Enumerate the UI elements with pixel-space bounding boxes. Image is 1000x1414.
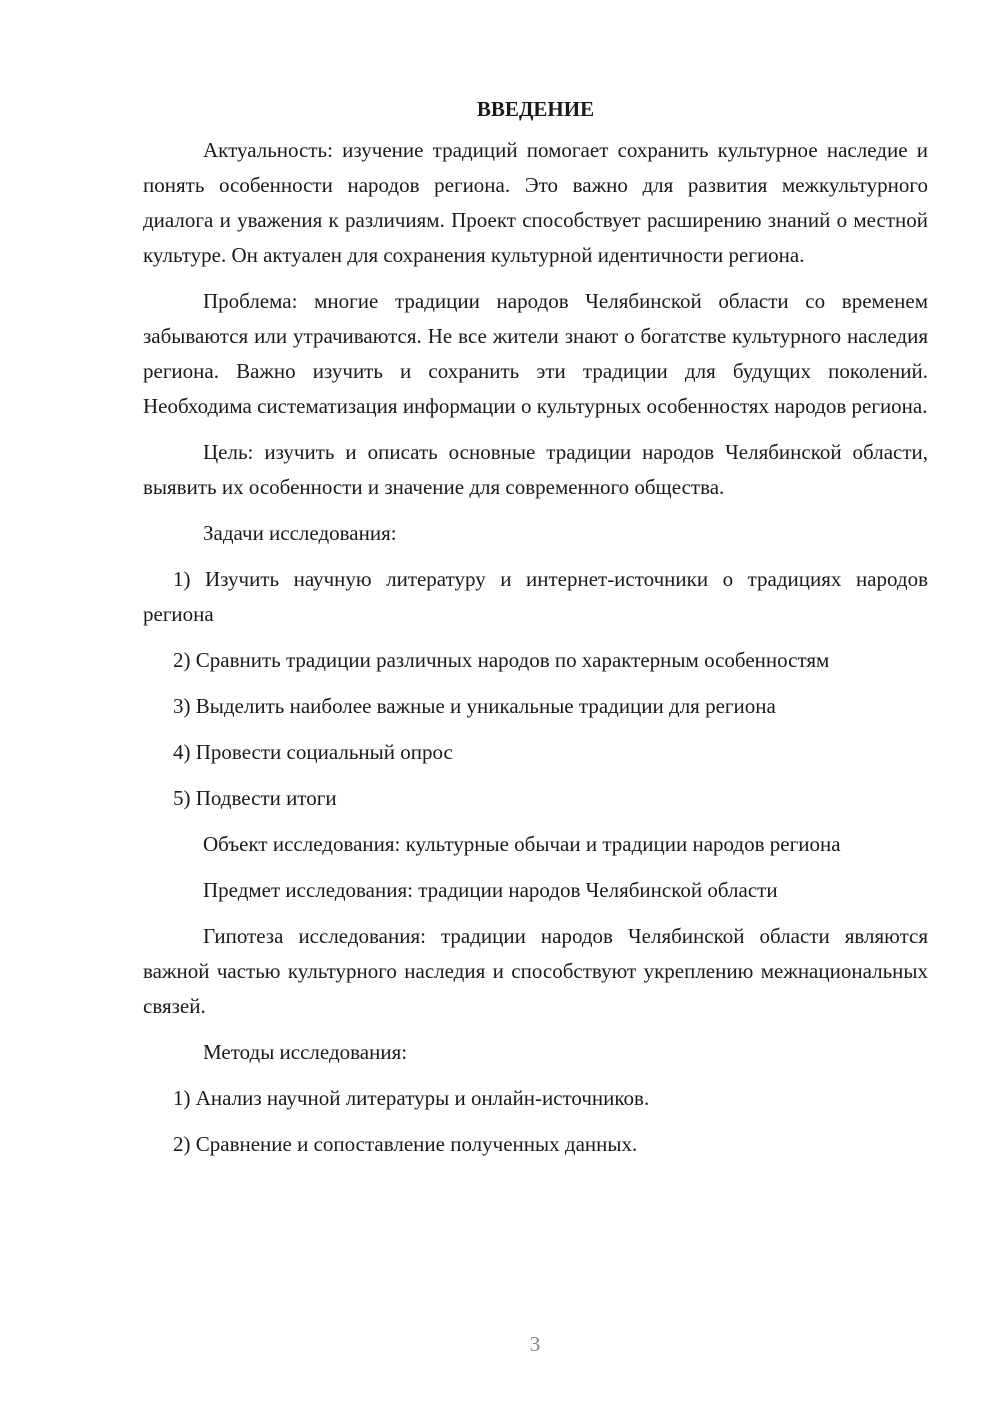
relevance-paragraph: Актуальность: изучение традиций помогает сохранить культурное наследие и понять особенности народов региона. Это важно для развития межкультурного диалога и уважения к различиям. Проект способствует расширению знаний о местной культуре. Он актуален для сохранения культурной идентичности региона. (143, 138, 928, 267)
problem-paragraph: Проблема: многие традиции народов Челябинской области со временем забываются или утрачиваются. Не все жители знают о богатстве культурного наследия региона. Важно изучить и сохранить эти традиции для будущих поколений. Необходима систематизация информации о культурных особенностях народов региона. (143, 289, 928, 418)
methods-label: Методы исследования: (203, 1040, 408, 1064)
method-item: 2) Сравнение и сопоставление полученных данных. (173, 1132, 638, 1156)
hypothesis-paragraph: Гипотеза исследования: традиции народов Челябинской области являются важной частью культурного наследия и способствуют укреплению межнациональных связей. (143, 924, 928, 1018)
tasks-label: Задачи исследования: (203, 521, 397, 545)
document-page (143, 92, 928, 1173)
method-item: 1) Анализ научной литературы и онлайн-источников. (173, 1086, 650, 1110)
task-item: 1) Изучить научную литературу и интернет-источники о традициях народов региона (143, 567, 928, 626)
subject-paragraph: Предмет исследования: традиции народов Челябинской области (203, 878, 778, 902)
task-item: 4) Провести социальный опрос (173, 740, 453, 764)
object-paragraph: Объект исследования: культурные обычаи и традиции народов региона (203, 832, 841, 856)
task-item: 5) Подвести итоги (173, 786, 337, 810)
goal-paragraph: Цель: изучить и описать основные традиции народов Челябинской области, выявить их особенности и значение для современного общества. (143, 440, 928, 499)
section-title: ВВЕДЕНИЕ (476, 97, 595, 121)
page-number: 3 (529, 1332, 541, 1356)
task-item: 2) Сравнить традиции различных народов по характерным особенностям (173, 648, 830, 672)
task-item: 3) Выделить наиболее важные и уникальные традиции для региона (173, 694, 776, 718)
